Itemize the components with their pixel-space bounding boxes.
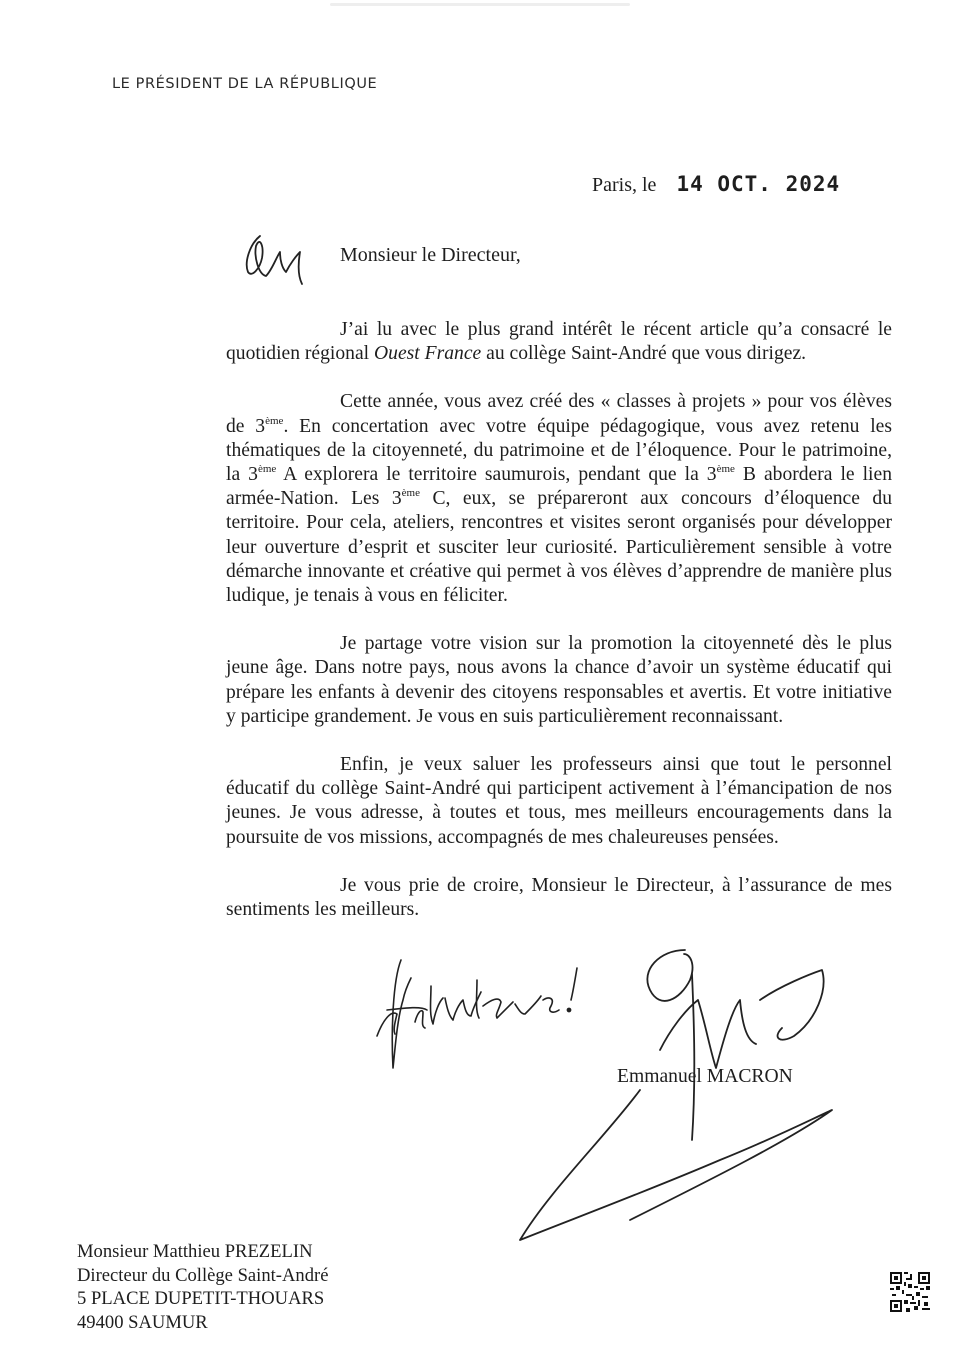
letterhead: LE PRÉSIDENT DE LA RÉPUBLIQUE [112, 76, 378, 92]
address-line: Monsieur Matthieu PREZELIN [77, 1241, 313, 1262]
newspaper-name: Ouest France [374, 343, 482, 365]
handwritten-initials [240, 222, 310, 288]
address-line: 49400 SAUMUR [77, 1311, 208, 1333]
paragraph-4: Enfin, je veux saluer les professeurs ainsi que tout le personnel éducatif du collège Saint-André qui participent activement à l’émancipation de nos jeunes. Je vous adresse, à toutes et tous, mes meilleurs encouragements dans la poursuite de vos missions, accompagnés de mes chaleureuses pensées. [226, 754, 892, 848]
paragraph-1: J’ai lu avec le plus grand intérêt le récent article qu’a consacré le quotidien régional Ouest France au collège Saint-André que vous dirigez. [226, 319, 892, 365]
paragraph-3: Je partage votre vision sur la promotion la citoyenneté dès le plus jeune âge. Dans notre pays, nous avons la chance d’avoir un système éducatif qui prépare les enfants à devenir des citoyens responsables et avertis. Et votre initiative y participe grandement. Je vous en suis particulièrement reconnaissant. [226, 633, 892, 727]
date-line [592, 172, 840, 197]
paragraph-2: Cette année, vous avez créé des « classes à projets » pour vos élèves de 3ème. En concertation avec votre équipe pédagogique, vous avez retenu les thématiques de la citoyenneté, du patrimoine et de l’éloquence. Pour le patrimoine, la 3ème A explorera le territoire saumurois, pendant que la 3ème B abordera le lien armée-Nation. Les 3ème C, eux, se prépareront aux concours d’éloquence du territoire. Pour cela, ateliers, rencontres et visites seront organisés pour développer leur ouverture d’esprit et susciter leur curiosité. Particulièrement sensible à votre démarche innovante et créative qui permet à vos élèves d’apprendre de manière plus ludique, je tenais à vous en féliciter. [226, 391, 892, 607]
signer-name: Emmanuel MACRON [617, 1066, 793, 1087]
letter-body [226, 318, 892, 946]
qr-code [890, 1272, 930, 1312]
signature [510, 940, 840, 1250]
recipient-address [77, 1240, 328, 1334]
date-place: Paris, le [592, 174, 657, 196]
scan-edge-shadow [330, 3, 630, 6]
address-line: 5 PLACE DUPETIT-THOUARS [77, 1288, 325, 1310]
paragraph-5: Je vous prie de croire, Monsieur le Directeur, à l’assurance de mes sentiments les meilleurs. [226, 874, 892, 921]
address-line: Directeur du Collège Saint-André [77, 1264, 329, 1286]
date-stamp: 14 OCT. 2024 [676, 172, 841, 196]
salutation: Monsieur le Directeur, [340, 244, 521, 266]
